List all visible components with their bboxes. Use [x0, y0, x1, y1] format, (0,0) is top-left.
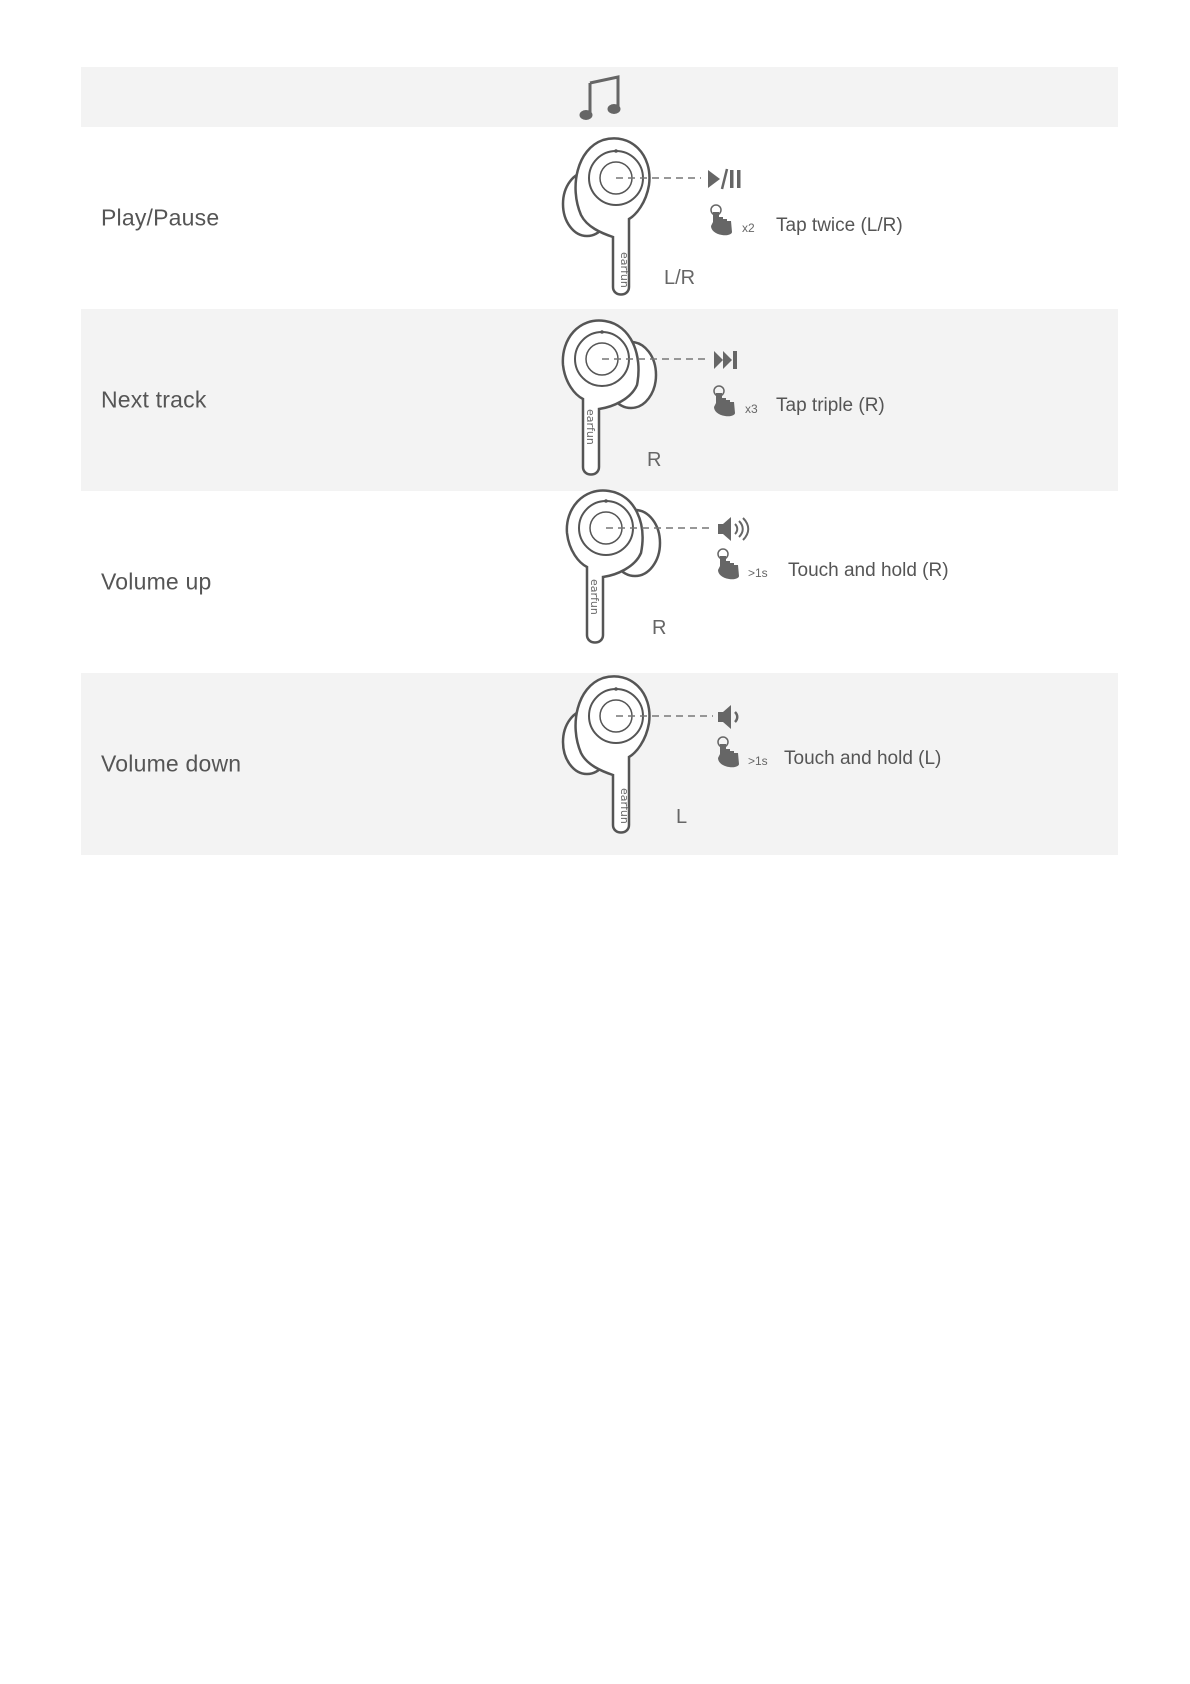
hold-hand-icon	[715, 736, 747, 768]
table-header	[81, 67, 1118, 127]
action-description: Touch and hold (R)	[788, 560, 949, 581]
earbud-right-illustration	[541, 491, 721, 673]
hold-duration: >1s	[748, 754, 768, 768]
hold-duration: >1s	[748, 566, 768, 580]
earbud-side-label: L/R	[664, 267, 696, 289]
earbud-figure	[541, 309, 1001, 491]
tap-count: x3	[745, 402, 758, 416]
next-track-icon	[712, 349, 742, 371]
earbud-right-illustration	[541, 309, 721, 491]
action-description: Tap twice (L/R)	[776, 215, 903, 236]
earbud-figure	[541, 673, 1001, 855]
earbud-side-label: R	[647, 449, 662, 471]
action-description: Tap triple (R)	[776, 395, 885, 416]
row-label: Volume up	[101, 568, 212, 595]
row-label: Next track	[101, 386, 207, 413]
play-pause-icon	[706, 167, 746, 191]
table-row-volume-down	[81, 673, 1118, 855]
table-row-play-pause	[81, 127, 1118, 309]
earbud-figure	[541, 127, 1001, 309]
table-row-volume-up	[81, 491, 1118, 673]
tap-count: x2	[742, 221, 755, 235]
earbud-side-label: L	[676, 806, 688, 828]
volume-up-icon	[716, 515, 752, 543]
hold-hand-icon	[715, 548, 747, 580]
row-label: Play/Pause	[101, 204, 220, 231]
tap-hand-icon	[711, 385, 743, 417]
tap-hand-icon	[708, 204, 740, 236]
volume-down-icon	[716, 703, 746, 731]
row-label: Volume down	[101, 750, 242, 777]
earbud-side-label: R	[652, 617, 667, 639]
brand-logo: earfun	[588, 579, 601, 615]
action-description: Touch and hold (L)	[784, 748, 942, 769]
brand-logo: earfun	[618, 788, 631, 824]
table-row-next-track	[81, 309, 1118, 491]
brand-logo: earfun	[618, 252, 631, 288]
controls-table	[81, 67, 1118, 855]
earbud-figure	[541, 491, 1001, 673]
brand-logo: earfun	[584, 409, 597, 445]
music-note-icon	[578, 75, 622, 121]
earbud-left-illustration	[541, 673, 721, 855]
